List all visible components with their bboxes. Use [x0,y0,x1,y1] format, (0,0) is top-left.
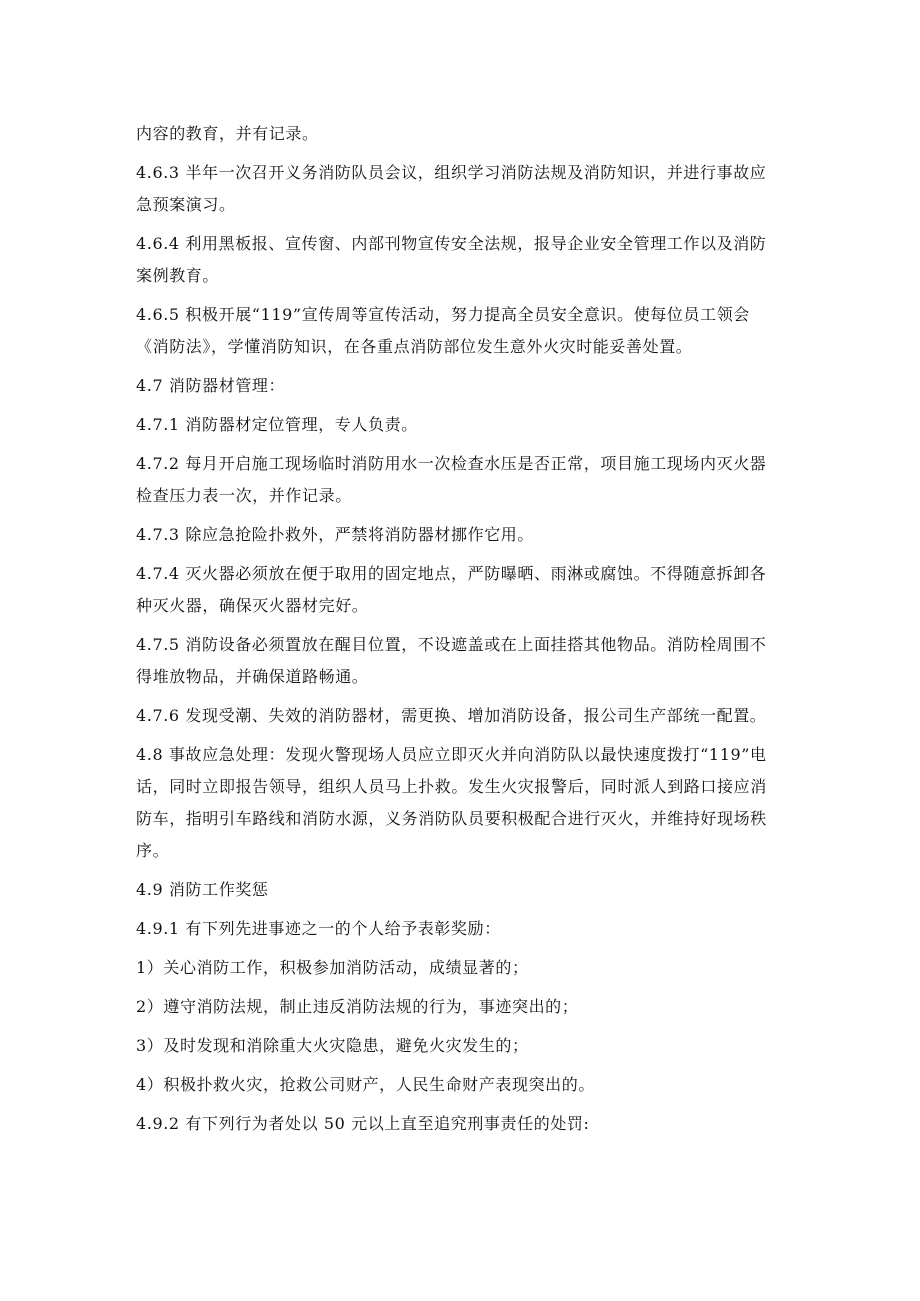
list-item-1 [136,952,792,984]
text-line: 1）关心消防工作，积极参加消防活动，成绩显著的； [136,958,529,977]
paragraph-4-7-3 [136,519,792,551]
paragraph-4-7-1 [136,409,792,441]
text-line: 4.7.3 除应急抢险扑救外，严禁将消防器材挪作它用。 [136,525,534,544]
heading-4-9 [136,874,792,906]
text-line: 4.9 消防工作奖惩 [136,880,269,899]
text-line: 4.9.2 有下列行为者处以 50 元以上直至追究刑事责任的处罚: [136,1114,590,1133]
paragraph-4-8 [136,739,792,867]
text-line: 检查压力表一次，并作记录。 [136,486,352,505]
paragraph-4-7-6 [136,700,792,732]
text-line: 4.7.1 消防器材定位管理，专人负责。 [136,415,418,434]
text-line: 案例教育。 [136,266,220,285]
text-line: 3）及时发现和消除重大火灾隐患，避免火灾发生的； [136,1036,529,1055]
paragraph-4-9-1 [136,913,792,945]
text-line: 《消防法》，学懂消防知识，在各重点消防部位发生意外火灾时能妥善处置。 [136,337,693,356]
paragraph-4-6-4 [136,228,792,292]
document-body [136,118,792,1147]
text-line: 4.7 消防器材管理： [136,376,286,395]
paragraph-4-7-5 [136,629,792,693]
text-line: 种灭火器，确保灭火器材完好。 [136,596,369,615]
text-line: 防车，指明引车路线和消防水源，义务消防队员要积极配合进行灭火，并维持好现场秩 [136,809,767,828]
paragraph-4-6-5 [136,299,792,363]
text-line: 2）遵守消防法规，制止违反消防法规的行为，事迹突出的； [136,997,579,1016]
text-line: 内容的教育，并有记录。 [136,124,319,143]
text-line: 急预案演习。 [136,195,236,214]
heading-4-7 [136,370,792,402]
text-line: 4.7.6 发现受潮、失效的消防器材，需更换、增加消防设备，报公司生产部统一配置。 [136,706,767,725]
paragraph-4-6-3 [136,157,792,221]
text-line: 得堆放物品，并确保道路畅通。 [136,667,369,686]
text-line: 4.6.3 半年一次召开义务消防队员会议，组织学习消防法规及消防知识，并进行事故应 [136,163,767,182]
text-line: 4.9.1 有下列先进事迹之一的个人给予表彰奖励： [136,919,501,938]
text-line: 4）积极扑救火灾，抢救公司财产，人民生命财产表现突出的。 [136,1075,595,1094]
list-item-4 [136,1069,792,1101]
text-line: 4.6.5 积极开展“119”宣传周等宣传活动，努力提高全员安全意识。使每位员工领会 [136,305,750,324]
paragraph-4-9-2 [136,1108,792,1140]
text-line: 4.7.5 消防设备必须置放在醒目位置，不设遮盖或在上面挂搭其他物品。消防栓周围不 [136,635,767,654]
text-line: 4.6.4 利用黑板报、宣传窗、内部刊物宣传安全法规，报导企业安全管理工作以及消防 [136,234,767,253]
list-item-3 [136,1030,792,1062]
paragraph-4-7-4 [136,558,792,622]
list-item-2 [136,991,792,1023]
text-line: 4.7.2 每月开启施工现场临时消防用水一次检查水压是否正常，项目施工现场内灭火器 [136,454,767,473]
paragraph-education-record [136,118,792,150]
text-line: 序。 [136,841,170,860]
text-line: 话，同时立即报告领导，组织人员马上扑救。发生火灾报警后，同时派人到路口接应消 [136,777,767,796]
text-line: 4.7.4 灭火器必须放在便于取用的固定地点，严防曝晒、雨淋或腐蚀。不得随意拆卸各 [136,564,767,583]
paragraph-4-7-2 [136,448,792,512]
text-line: 4.8 事故应急处理：发现火警现场人员应立即灭火并向消防队以最快速度拨打“119”电 [136,745,767,764]
